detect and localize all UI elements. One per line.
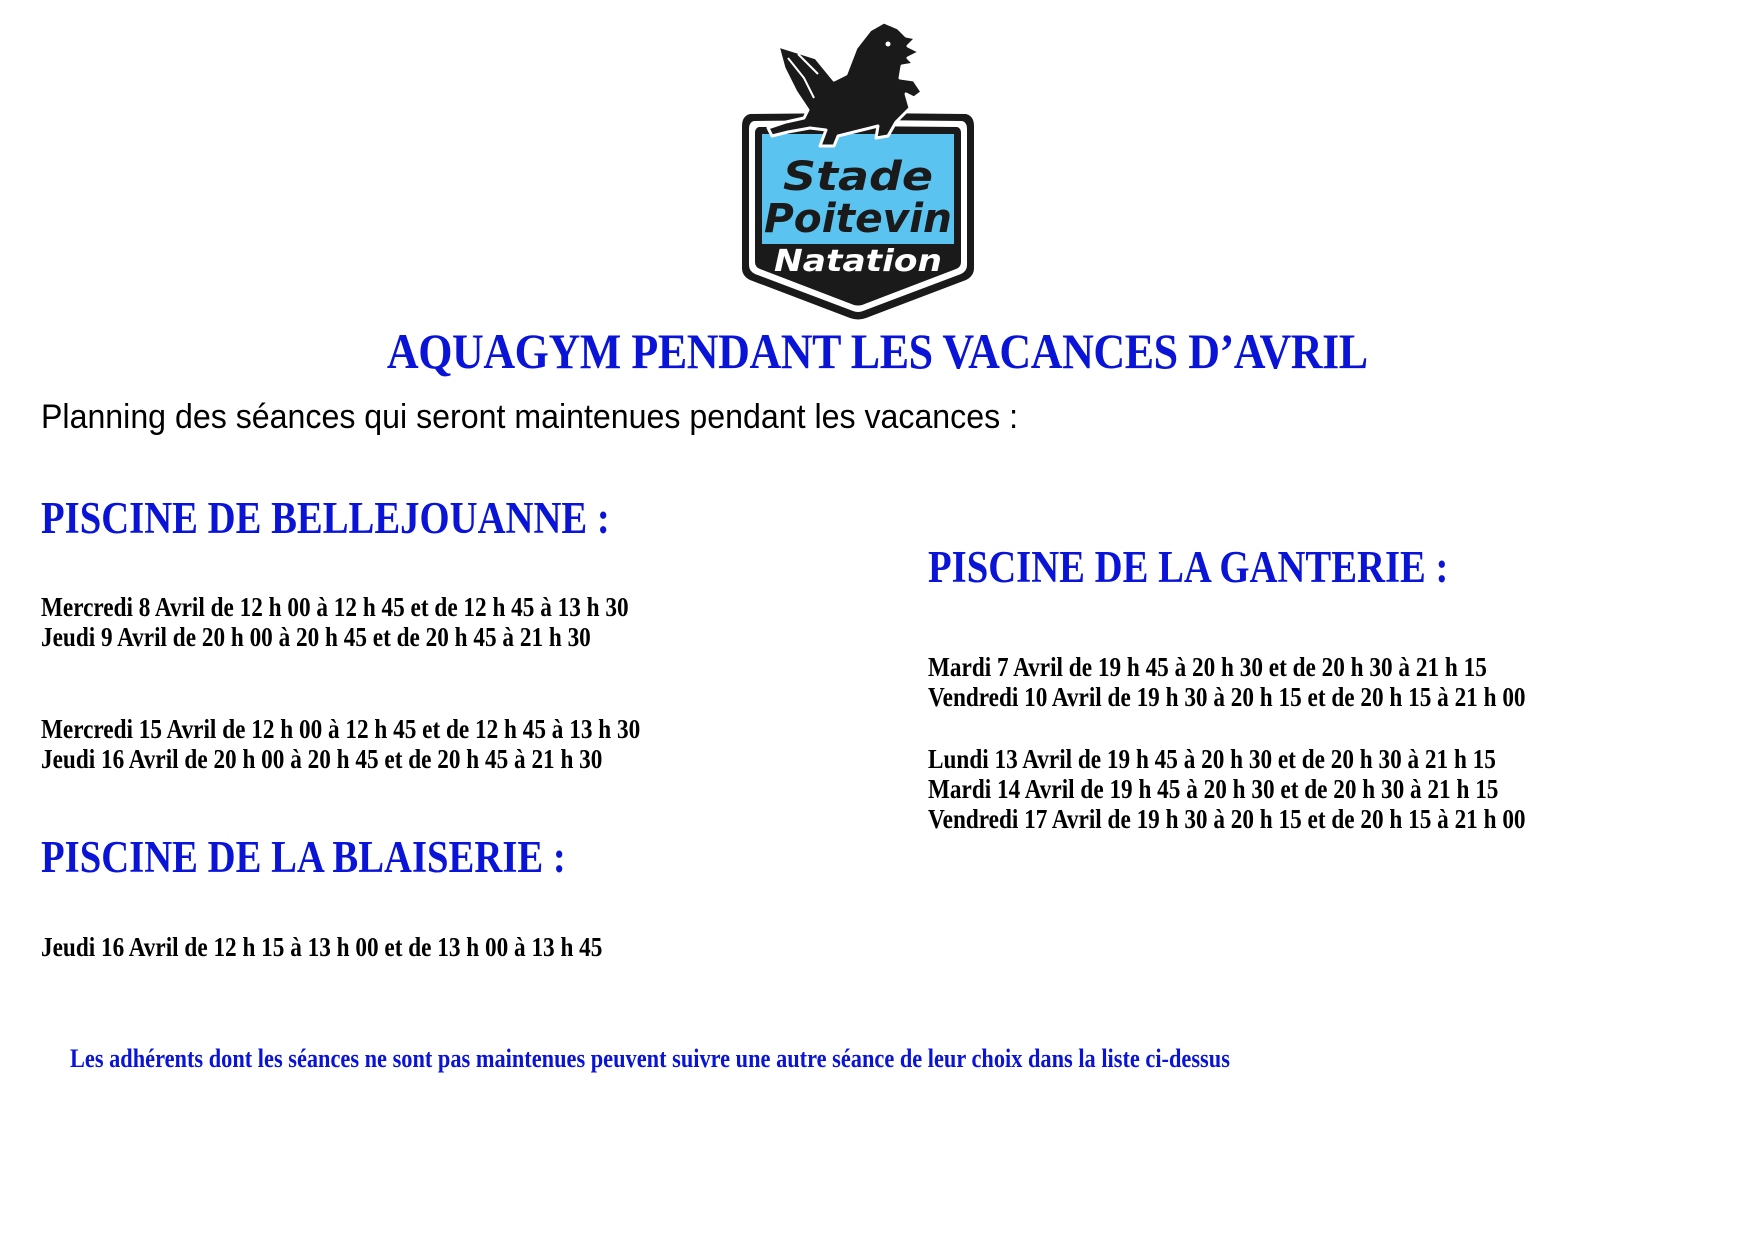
logo-text-stade: Stade (783, 154, 933, 200)
session-line: Jeudi 16 Avril de 20 h 00 à 20 h 45 et de 20 h 45 à 21 h 30 (41, 744, 603, 774)
page-title-text: AQUAGYM PENDANT LES VACANCES D’AVRIL (387, 323, 1368, 379)
session-line: Mardi 14 Avril de 19 h 45 à 20 h 30 et de 20 h 30 à 21 h 15 (928, 774, 1499, 804)
session-line: Jeudi 9 Avril de 20 h 00 à 20 h 45 et de 20 h 45 à 21 h 30 (41, 622, 591, 652)
page-title (0, 322, 1755, 380)
session-line: Vendredi 10 Avril de 19 h 30 à 20 h 15 et de 20 h 15 à 21 h 00 (928, 682, 1526, 712)
footer-note: Les adhérents dont les séances ne sont pas maintenues peuvent suivre une autre séance de leur choix dans la liste ci-dessus (70, 1044, 1230, 1073)
pool-title-ganterie: PISCINE DE LA GANTERIE : (928, 542, 1449, 592)
session-line: Mardi 7 Avril de 19 h 45 à 20 h 30 et de 20 h 30 à 21 h 15 (928, 652, 1487, 682)
stade-poitevin-natation-logo (738, 18, 978, 324)
session-line: Vendredi 17 Avril de 19 h 30 à 20 h 15 et de 20 h 15 à 21 h 00 (928, 804, 1526, 834)
session-line: Jeudi 16 Avril de 12 h 15 à 13 h 00 et de 13 h 00 à 13 h 45 (41, 932, 603, 962)
session-line: Mercredi 8 Avril de 12 h 00 à 12 h 45 et de 12 h 45 à 13 h 30 (41, 592, 629, 622)
logo-text-natation: Natation (774, 244, 942, 279)
pool-title-bellejouanne: PISCINE DE BELLEJOUANNE : (41, 493, 610, 543)
logo-text-poitevin: Poitevin (764, 196, 952, 242)
page-subtitle: Planning des séances qui seront maintenues pendant les vacances : (41, 398, 1019, 436)
session-line: Mercredi 15 Avril de 12 h 00 à 12 h 45 et de 12 h 45 à 13 h 30 (41, 714, 641, 744)
pool-title-blaiserie: PISCINE DE LA BLAISERIE : (41, 832, 566, 882)
session-line: Lundi 13 Avril de 19 h 45 à 20 h 30 et de 20 h 30 à 21 h 15 (928, 744, 1496, 774)
